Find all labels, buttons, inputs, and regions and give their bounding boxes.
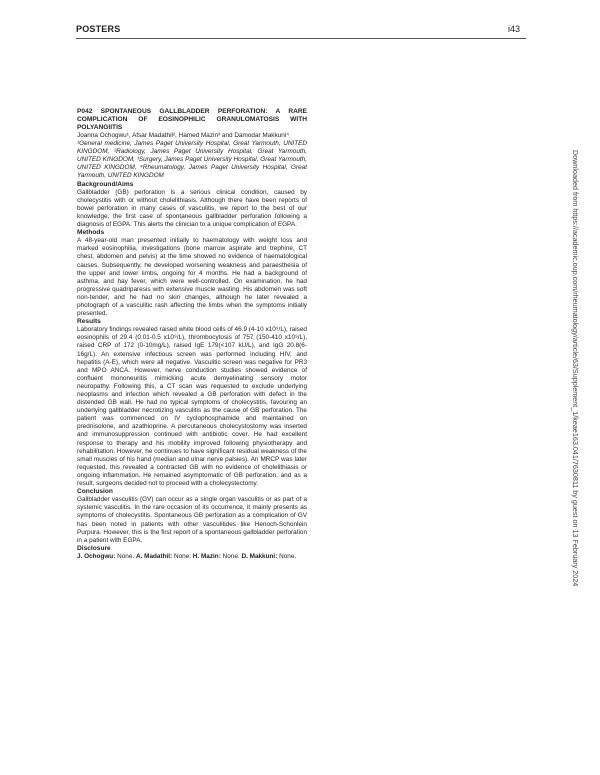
disclosure-name-1: J. Ochogwu:: [77, 552, 116, 560]
conclusion-text: Gallbladder vasculitis (GV) can occur as a single organ vasculitis or as part of a systemic vasculitis. In the rare occasion of its occurrence, it mainly presents as symptoms of cholecystitis. Spontaneous GB perforation as a complication of GV has been noted in patients with other vasculitides like Henoch-Schonlein Purpura. However, this is the first report of a spontaneous gallbladder perforation in a patient with EGPA.: [77, 496, 307, 544]
disclosure-value-1: None.: [115, 552, 136, 560]
disclosure-value-3: None.: [220, 552, 242, 560]
affiliations: ¹General medicine, James Paget University Hospital, Great Yarmouth, UNITED KINGDOM, ²Radiology, James Paget University Hospital, Great Yarmouth, UNITED KINGDOM, ³Surgery, James Paget University Hospital, Great Yarmouth, UNITED KINGDOM, ⁴Rheumatology, James Paget University Hospital, Great Yarmouth, UNITED KINGDOM: [77, 140, 307, 180]
disclosure-value-2: None.: [172, 552, 193, 560]
conclusion-heading: Conclusion: [77, 488, 113, 496]
methods-heading: Methods: [77, 229, 105, 237]
disclosure-value-4: None.: [277, 552, 297, 560]
disclosure-text: [77, 553, 307, 561]
background-text: Gallbladder (GB) perforation is a serious clinical condition, caused by cholecystitis with or without cholelithiasis. Although there have been reports of bowel perforation in many cases of vasculitis, we report to the best of our knowledge, the first case of spontaneous gallbladder perforation following a diagnosis of EGPA. This alerts the clinician to a unique complication of EGPA.: [77, 188, 307, 229]
article-title: P042 SPONTANEOUS GALLBLADDER PERFORATION: A RARE COMPLICATION OF EOSINOPHILIC GRANULOMATOSIS WITH POLYANGIITIS: [77, 108, 307, 131]
disclosure-name-3: H. Mazin:: [192, 552, 221, 560]
authors: Joanna Ochogwu¹, Afsar Madathil², Hamed Mazin³ and Damodar Makkuni⁴: [77, 132, 289, 139]
abstract-column: [77, 108, 307, 561]
methods-text: A 48-year-old man presented initially to haematology with weight loss and marked eosinophilia, investigations (bone marrow aspirate and trephine, CT chest, abdomen and pelvis) at the time showed no evidence of haematological causes. Subsequently, he developed worsening weakness and paraesthesia of the upper and lower limbs, ongoing for 4 months. He had a background of asthma, and hay fever, which were well-controlled. On examination, he had progressive quadriparesis with extensive muscle wasting. His abdomen was soft non-tender, and he had no skin changes, although he later revealed a photograph of a vasculitic rash affecting the limbs when the symptoms initially presented.: [77, 237, 307, 318]
page-number: i43: [508, 24, 521, 34]
disclosure-name-2: A. Madathil:: [135, 552, 173, 560]
disclosure-heading: Disclosure: [77, 544, 111, 552]
results-text: Laboratory findings revealed raised white blood cells of 46.9 (4-10 x10⁹/L), raised eosinophils of 29.4 (0.01-0.5 x10⁹/L), thrombocytosis of 757 (150-410 x10⁹/L), raised CRP of 172 (0-10mg/L), raised IgE 179(<107 kU/L), and IgG 20.8(6-16g/L). An extensive infectious screen was performed including HIV, and hepatitis (A-E), which were all negative. Vasculitic screen was negative for PR3 and MPO ANCA. However, nerve conduction studies showed evidence of confluent mononeuritis mimicking acute demyelinating sensory motor neuropathy. Following this, a CT scan was requested to exclude underlying neoplasms and infection which revealed a GB perforation with defect in the distended GB wall. He had no typical symptoms of cholecystitis, favouring an underlying gallbladder necrotizing vasculitis as the cause of GB perforation. The patient was commenced on IV cyclophosphamide and maintained on prednisolone, and azathioprine. A percutaneous cholecystostomy was inserted and immunosuppression continued with antibiotic cover. He had excellent response to therapy and his mobility improved following physiotherapy and rehabilitation. However, he continues to have significant residual weakness of the small muscles of his hand (median and ulnar nerve palsies). An MRCP was later requested, this revealed a contracted GB with no evidence of cholelithiasis or ongoing inflammation. He remained asymptomatic of GB perforation, and as a result, surgeons decided not to proceed with a cholecystectomy.: [77, 326, 307, 488]
header-rule: [76, 38, 526, 39]
section-header: POSTERS: [76, 24, 121, 34]
results-heading: Results: [77, 318, 101, 326]
background-heading: Background/Aims: [77, 180, 134, 188]
download-note[interactable]: Downloaded from https://academic.oup.com/rheumatology/article/63/Supplement_1/keae163.041/7630811 by guest on 13 February 2024: [571, 150, 580, 587]
disclosure-name-4: D. Makkuni:: [241, 552, 278, 560]
